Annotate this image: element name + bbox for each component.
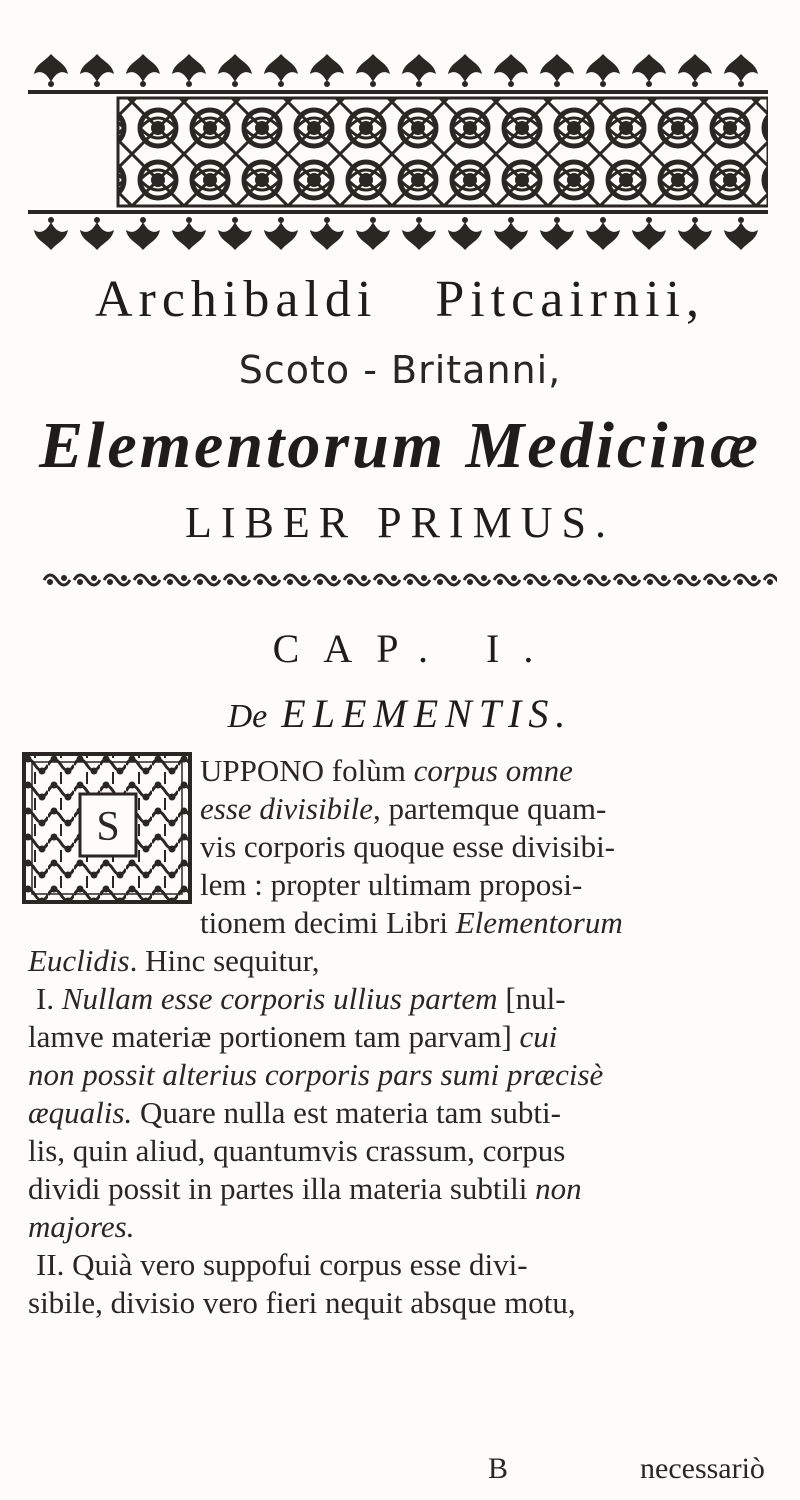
text-line bbox=[200, 752, 780, 790]
chapter-title-main: ELEMENTIS. bbox=[281, 691, 573, 736]
chapter-number: CAP. I. bbox=[272, 626, 558, 671]
chapter-title bbox=[0, 690, 800, 737]
ornamental-rule bbox=[42, 568, 777, 592]
text-span: corpus omne bbox=[413, 753, 573, 788]
text-span: [nul- bbox=[505, 981, 566, 1016]
text-span: Euclidis bbox=[28, 943, 130, 978]
page-footer bbox=[0, 1452, 800, 1492]
text-line bbox=[28, 1056, 788, 1094]
text-line bbox=[28, 1208, 788, 1246]
text-span: majores. bbox=[28, 1209, 135, 1244]
headpiece-ornament bbox=[28, 50, 768, 255]
author-name bbox=[0, 270, 800, 329]
text-line bbox=[28, 1018, 788, 1056]
work-title: Elementorum Medicinæ bbox=[39, 409, 761, 482]
decorated-initial bbox=[22, 752, 192, 904]
paragraph-intro bbox=[200, 752, 780, 942]
text-span: esse divisibile bbox=[200, 791, 374, 826]
author-first-name: Archibaldi bbox=[94, 271, 378, 328]
text-line: II. Quià vero suppofui corpus esse divi- bbox=[36, 1247, 528, 1282]
signature-mark: B bbox=[488, 1452, 509, 1485]
text-span: Elementorum bbox=[455, 905, 623, 940]
text-line bbox=[28, 980, 788, 1018]
text-span: I. bbox=[36, 981, 55, 1016]
book-number: LIBER PRIMUS. bbox=[185, 498, 615, 547]
text-span: Nullam esse corporis ullius partem bbox=[61, 981, 498, 1016]
author-nation: Scoto - Britanni, bbox=[238, 348, 562, 392]
text-span: æqualis. bbox=[28, 1095, 133, 1130]
text-span: , partemque quam- bbox=[373, 791, 607, 826]
text-line: lem : propter ultimam proposi- bbox=[200, 867, 583, 902]
author-last-name: Pitcairnii, bbox=[435, 271, 705, 328]
text-span: lamve materiæ portionem tam parvam] bbox=[28, 1019, 512, 1054]
text-span: Quare nulla est materia tam subti- bbox=[139, 1095, 561, 1130]
text-line bbox=[28, 1170, 788, 1208]
text-line: vis corporis quoque esse divisibi- bbox=[200, 829, 616, 864]
text-span: . Hinc sequitur, bbox=[129, 943, 320, 978]
text-line bbox=[28, 942, 788, 980]
decorated-initial-letter: S bbox=[96, 804, 120, 850]
text-span: non bbox=[535, 1171, 582, 1206]
paragraph-main bbox=[28, 942, 788, 1322]
text-span: tionem decimi Libri bbox=[200, 905, 448, 940]
text-line bbox=[28, 1094, 788, 1132]
text-line: lis, quin aliud, quantumvis crassum, corpus bbox=[28, 1133, 566, 1168]
chapter-title-de: De bbox=[227, 698, 268, 735]
text-span: dividi possit in partes illa materia subtili bbox=[28, 1171, 528, 1206]
text-span: cui bbox=[519, 1019, 558, 1054]
text-line: sibile, divisio vero fieri nequit absque motu, bbox=[28, 1285, 576, 1320]
text-line bbox=[200, 904, 780, 942]
text-line bbox=[200, 790, 780, 828]
catchword: necessariò bbox=[640, 1452, 765, 1485]
text-span: non possit alterius corporis pars sumi præcisè bbox=[28, 1057, 604, 1092]
text-span: UPPONO folùm bbox=[200, 753, 406, 788]
